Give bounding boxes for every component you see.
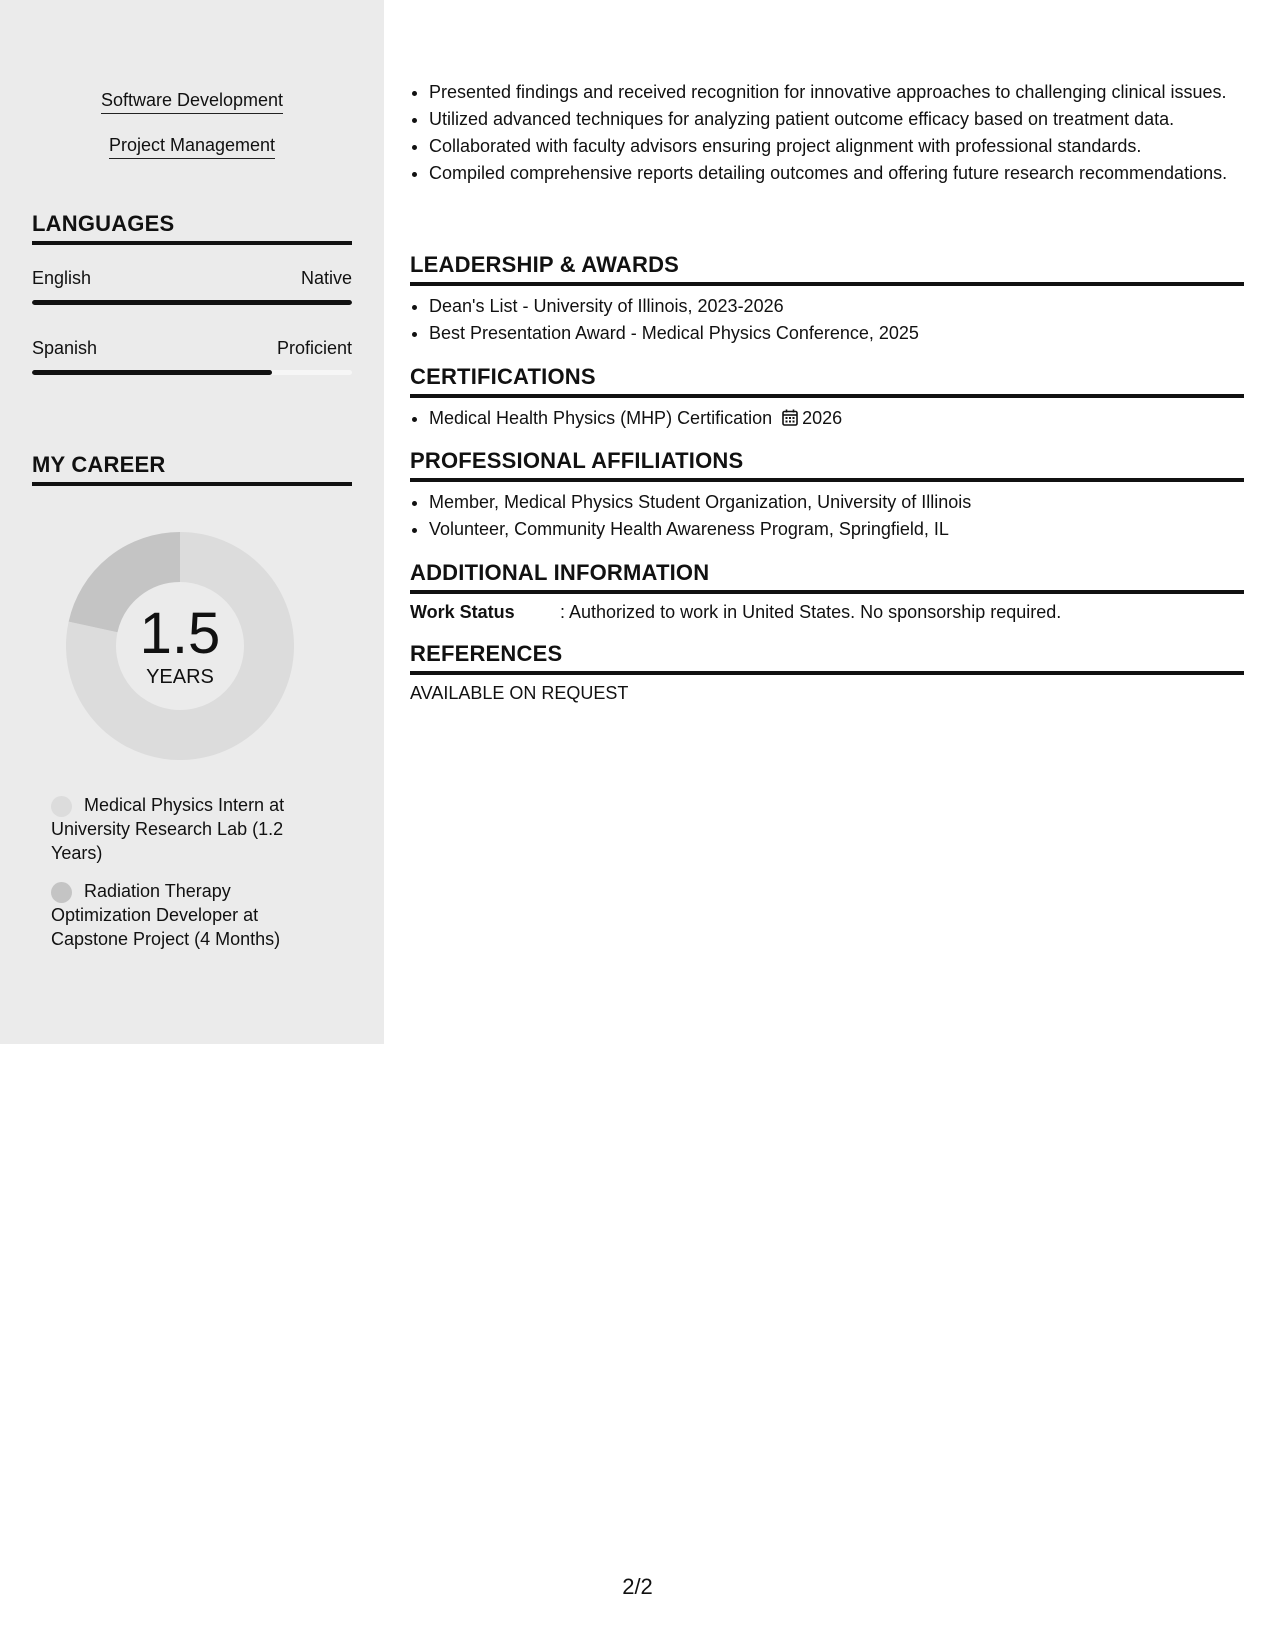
career-total-years: 1.5 (139, 601, 221, 666)
certifications-section (410, 364, 1244, 435)
experience-bullets (410, 80, 1244, 188)
skill-software-development[interactable]: Software Development (0, 89, 384, 111)
work-status-row (410, 602, 1244, 623)
list-item: • Member, Medical Physics Student Organization, University of Illinois (429, 490, 1244, 514)
leadership-section (410, 252, 1244, 348)
sidebar (0, 0, 384, 1044)
career-legend-item: Radiation Therapy Optimization Developer at Capstone Project (4 Months) (51, 881, 281, 949)
certifications-heading: CERTIFICATIONS (410, 364, 1244, 398)
language-row-english (32, 268, 352, 289)
skill-project-management[interactable]: Project Management (0, 134, 384, 156)
affiliations-heading: PROFESSIONAL AFFILIATIONS (410, 448, 1244, 482)
list-item (429, 406, 1244, 432)
languages-heading: LANGUAGES (32, 211, 352, 245)
language-bar-spanish (32, 370, 352, 375)
language-bar-fill (32, 300, 352, 305)
language-name: Spanish (32, 338, 98, 358)
certification-year: 2026 (802, 408, 843, 428)
calendar-icon (782, 408, 798, 432)
list-item: • Collaborated with faculty advisors ensuring project alignment with professional standards. (429, 134, 1244, 158)
career-years-label: YEARS (146, 666, 214, 688)
leadership-heading: LEADERSHIP & AWARDS (410, 252, 1244, 286)
list-item: • Presented findings and received recognition for innovative approaches to challenging clinical issues. (429, 80, 1244, 104)
language-bar-english (32, 300, 352, 305)
list-item: • Compiled comprehensive reports detailing outcomes and offering future research recommendations. (429, 161, 1244, 185)
list-item: • Volunteer, Community Health Awareness Program, Springfield, IL (429, 517, 1244, 541)
additional-info-section (410, 560, 1244, 623)
references-section (410, 641, 1244, 704)
certification-name: Medical Health Physics (MHP) Certification (429, 408, 773, 428)
language-level: Proficient (276, 338, 352, 358)
work-status-label: Work Status (410, 602, 515, 622)
work-status-value: : Authorized to work in United States. No sponsorship required. (560, 602, 1062, 622)
list-item: • Dean's List - University of Illinois, 2023-2026 (429, 294, 1244, 318)
language-name: English (32, 268, 92, 288)
references-heading: REFERENCES (410, 641, 1244, 675)
legend-dot-icon (51, 882, 72, 903)
affiliations-section (410, 448, 1244, 544)
language-bar-fill (32, 370, 272, 375)
legend-dot-icon (51, 796, 72, 817)
additional-info-heading: ADDITIONAL INFORMATION (410, 560, 1244, 594)
language-row-spanish (32, 338, 352, 359)
list-item: • Utilized advanced techniques for analyzing patient outcome efficacy based on treatment data. (429, 107, 1244, 131)
references-text: AVAILABLE ON REQUEST (410, 683, 629, 703)
career-heading: MY CAREER (32, 452, 352, 486)
page-number: 2/2 (622, 1574, 653, 1599)
list-item: • Best Presentation Award - Medical Physics Conference, 2025 (429, 321, 1244, 345)
language-level: Native (300, 268, 352, 288)
career-legend-item: Medical Physics Intern at University Research Lab (1.2 Years) (51, 795, 285, 863)
career-donut-chart (66, 532, 294, 760)
